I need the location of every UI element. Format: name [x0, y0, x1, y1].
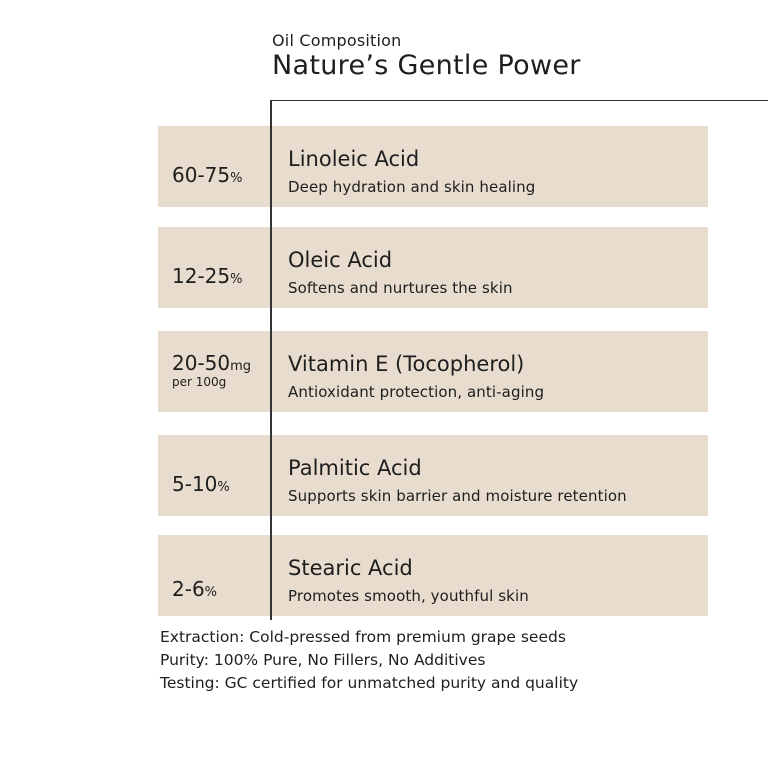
amount-value: 20-50mg — [172, 351, 252, 375]
component-name: Stearic Acid — [288, 556, 413, 580]
composition-row-vitamin-e — [158, 331, 708, 412]
component-description: Supports skin barrier and moisture retention — [288, 487, 627, 505]
amount-value: 2-6% — [172, 577, 218, 601]
component-description: Promotes smooth, youthful skin — [288, 587, 529, 605]
amount-unit: % — [230, 272, 243, 287]
composition-row-oleic — [158, 227, 708, 308]
purity-note: Purity: 100% Pure, No Fillers, No Additives — [160, 651, 486, 669]
amount-value: 12-25% — [172, 264, 243, 288]
amount-unit: mg — [230, 359, 252, 374]
component-description: Deep hydration and skin healing — [288, 178, 536, 196]
amount-unit: % — [204, 585, 218, 600]
component-name: Vitamin E (Tocopherol) — [288, 352, 525, 376]
composition-row-stearic — [158, 535, 708, 616]
component-name: Linoleic Acid — [288, 147, 420, 171]
composition-row-linoleic — [158, 126, 708, 207]
composition-list — [158, 126, 708, 616]
amount-note: per 100g — [172, 375, 227, 389]
amount-unit: % — [217, 480, 230, 495]
testing-note: Testing: GC certified for unmatched purity and quality — [160, 674, 579, 692]
composition-row-palmitic — [158, 435, 708, 516]
amount-value: 60-75% — [172, 163, 243, 187]
vertical-divider — [270, 100, 272, 620]
header-rule — [271, 100, 768, 101]
product-notes — [160, 626, 578, 695]
component-description: Antioxidant protection, anti-aging — [288, 383, 545, 401]
amount-unit: % — [230, 171, 243, 186]
section-eyebrow: Oil Composition — [272, 31, 402, 50]
amount-value: 5-10% — [172, 472, 230, 496]
component-name: Oleic Acid — [288, 248, 393, 272]
component-description: Softens and nurtures the skin — [288, 279, 513, 297]
component-name: Palmitic Acid — [288, 456, 422, 480]
extraction-note: Extraction: Cold-pressed from premium grape seeds — [160, 628, 566, 646]
page-title: Nature’s Gentle Power — [272, 50, 581, 81]
